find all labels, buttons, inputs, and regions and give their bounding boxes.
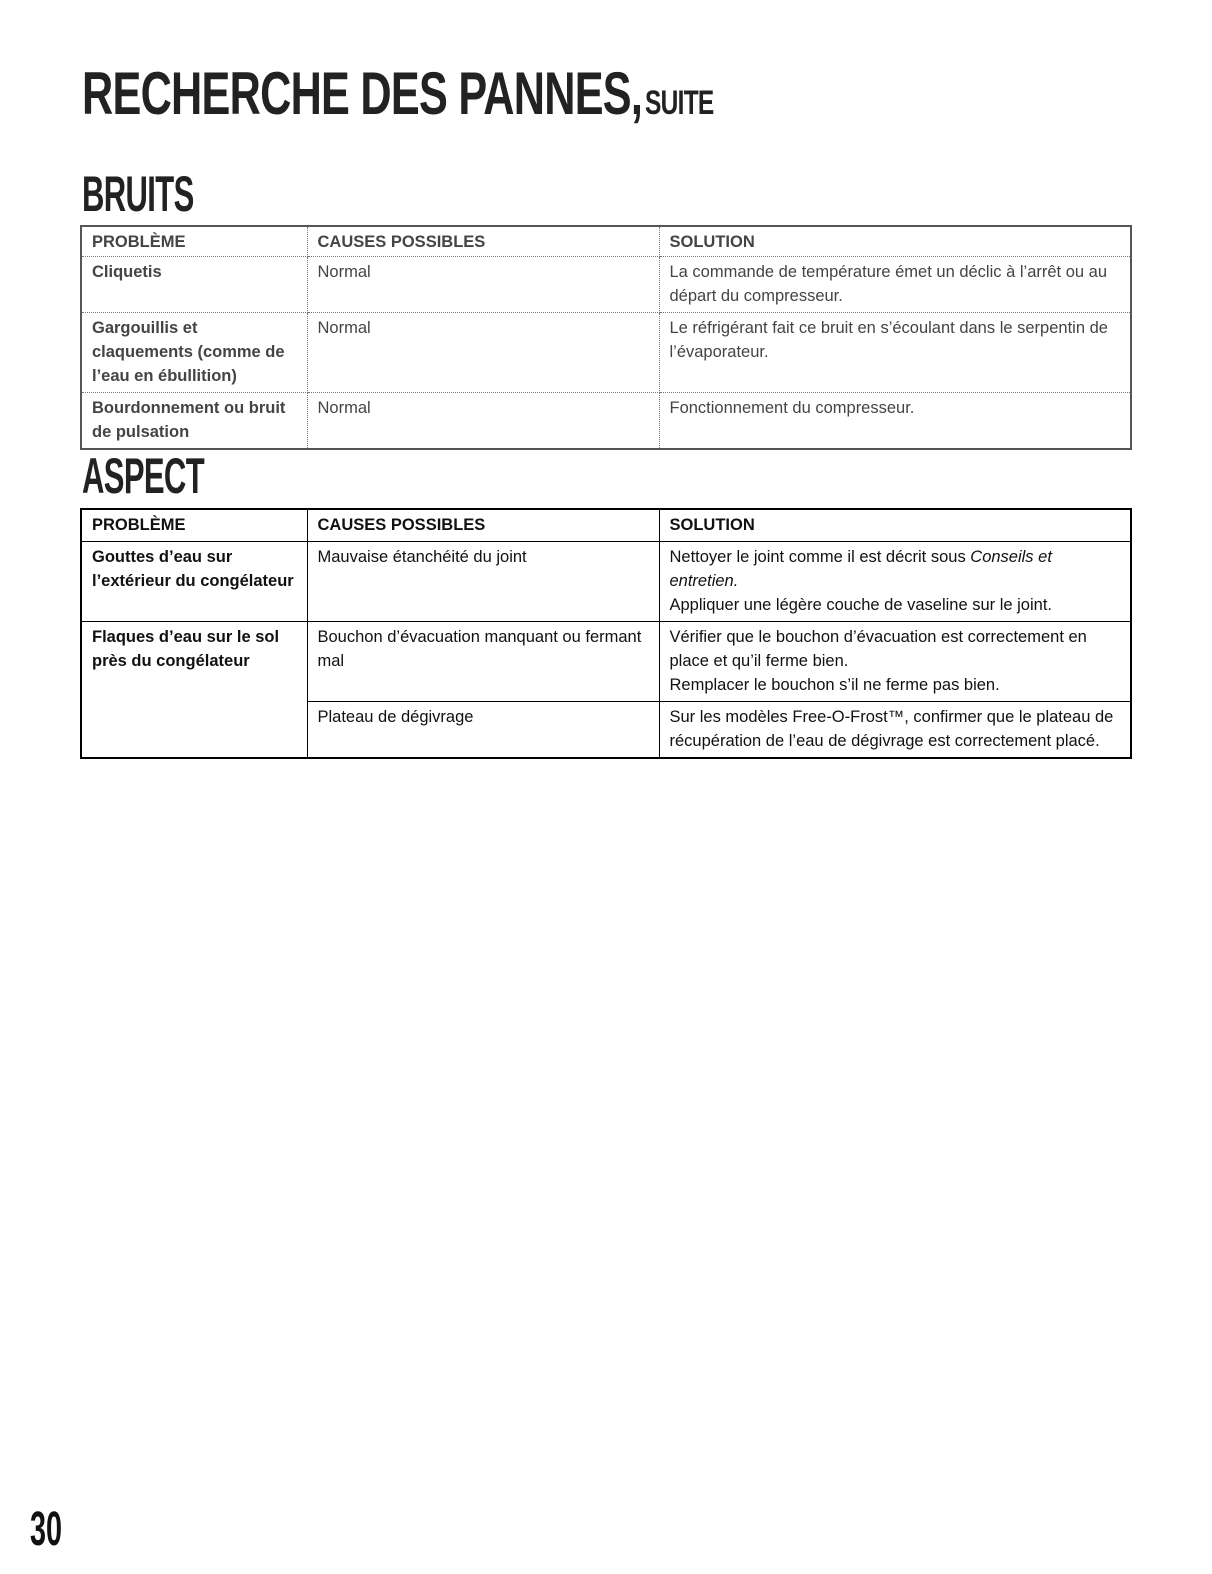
cause-cell: Normal xyxy=(307,313,659,393)
page-title-main: RECHERCHE DES PANNES, xyxy=(82,60,643,127)
table-row xyxy=(81,257,1131,313)
header-causes: CAUSES POSSIBLES xyxy=(307,509,659,542)
header-solution: SOLUTION xyxy=(659,509,1131,542)
table-header-row xyxy=(81,226,1131,257)
table-row xyxy=(81,393,1131,450)
table-row xyxy=(81,313,1131,393)
solution-text: Vérifier que le bouchon d’évacuation est correctement en place et qu’il ferme bien. xyxy=(669,628,1087,670)
section-title-aspect: ASPECT xyxy=(82,448,205,504)
solution-cell xyxy=(659,542,1131,622)
page-number: 30 xyxy=(30,1503,63,1556)
problem-cell: Gouttes d’eau sur l’extérieur du congélateur xyxy=(81,542,307,622)
cause-cell: Bouchon d’évacuation manquant ou fermant mal xyxy=(307,622,659,702)
solution-cell: Le réfrigérant fait ce bruit en s’écoulant dans le serpentin de l’évaporateur. xyxy=(659,313,1131,393)
noise-troubleshooting-table xyxy=(80,225,1132,450)
problem-cell: Bourdonnement ou bruit de pulsation xyxy=(81,393,307,450)
page-title xyxy=(82,62,714,135)
header-problem: PROBLÈME xyxy=(81,509,307,542)
cause-cell: Normal xyxy=(307,393,659,450)
section-title-bruits: BRUITS xyxy=(82,166,194,222)
table-row xyxy=(81,622,1131,702)
solution-cell: Sur les modèles Free-O-Frost™, confirmer que le plateau de récupération de l’eau de dégivrage est correctement placé. xyxy=(659,702,1131,759)
cause-cell: Plateau de dégivrage xyxy=(307,702,659,759)
table-row xyxy=(81,542,1131,622)
solution-text: Appliquer une légère couche de vaseline sur le joint. xyxy=(669,596,1052,614)
solution-cell: La commande de température émet un déclic à l’arrêt ou au départ du compresseur. xyxy=(659,257,1131,313)
solution-text: Remplacer le bouchon s’il ne ferme pas bien. xyxy=(669,676,1000,694)
page-title-suffix: SUITE xyxy=(645,84,714,122)
header-problem: PROBLÈME xyxy=(81,226,307,257)
table-header-row xyxy=(81,509,1131,542)
solution-cell: Fonctionnement du compresseur. xyxy=(659,393,1131,450)
solution-reference: Conseils et entretien. xyxy=(669,548,1052,590)
solution-text: Nettoyer le joint comme il est décrit sous xyxy=(669,548,971,566)
problem-cell: Cliquetis xyxy=(81,257,307,313)
header-solution: SOLUTION xyxy=(659,226,1131,257)
cause-cell: Mauvaise étanchéité du joint xyxy=(307,542,659,622)
aspect-troubleshooting-table xyxy=(80,508,1132,759)
cause-cell: Normal xyxy=(307,257,659,313)
problem-cell: Flaques d’eau sur le sol près du congélateur xyxy=(81,622,307,759)
header-causes: CAUSES POSSIBLES xyxy=(307,226,659,257)
problem-cell: Gargouillis et claquements (comme de l’eau en ébullition) xyxy=(81,313,307,393)
solution-cell xyxy=(659,622,1131,702)
